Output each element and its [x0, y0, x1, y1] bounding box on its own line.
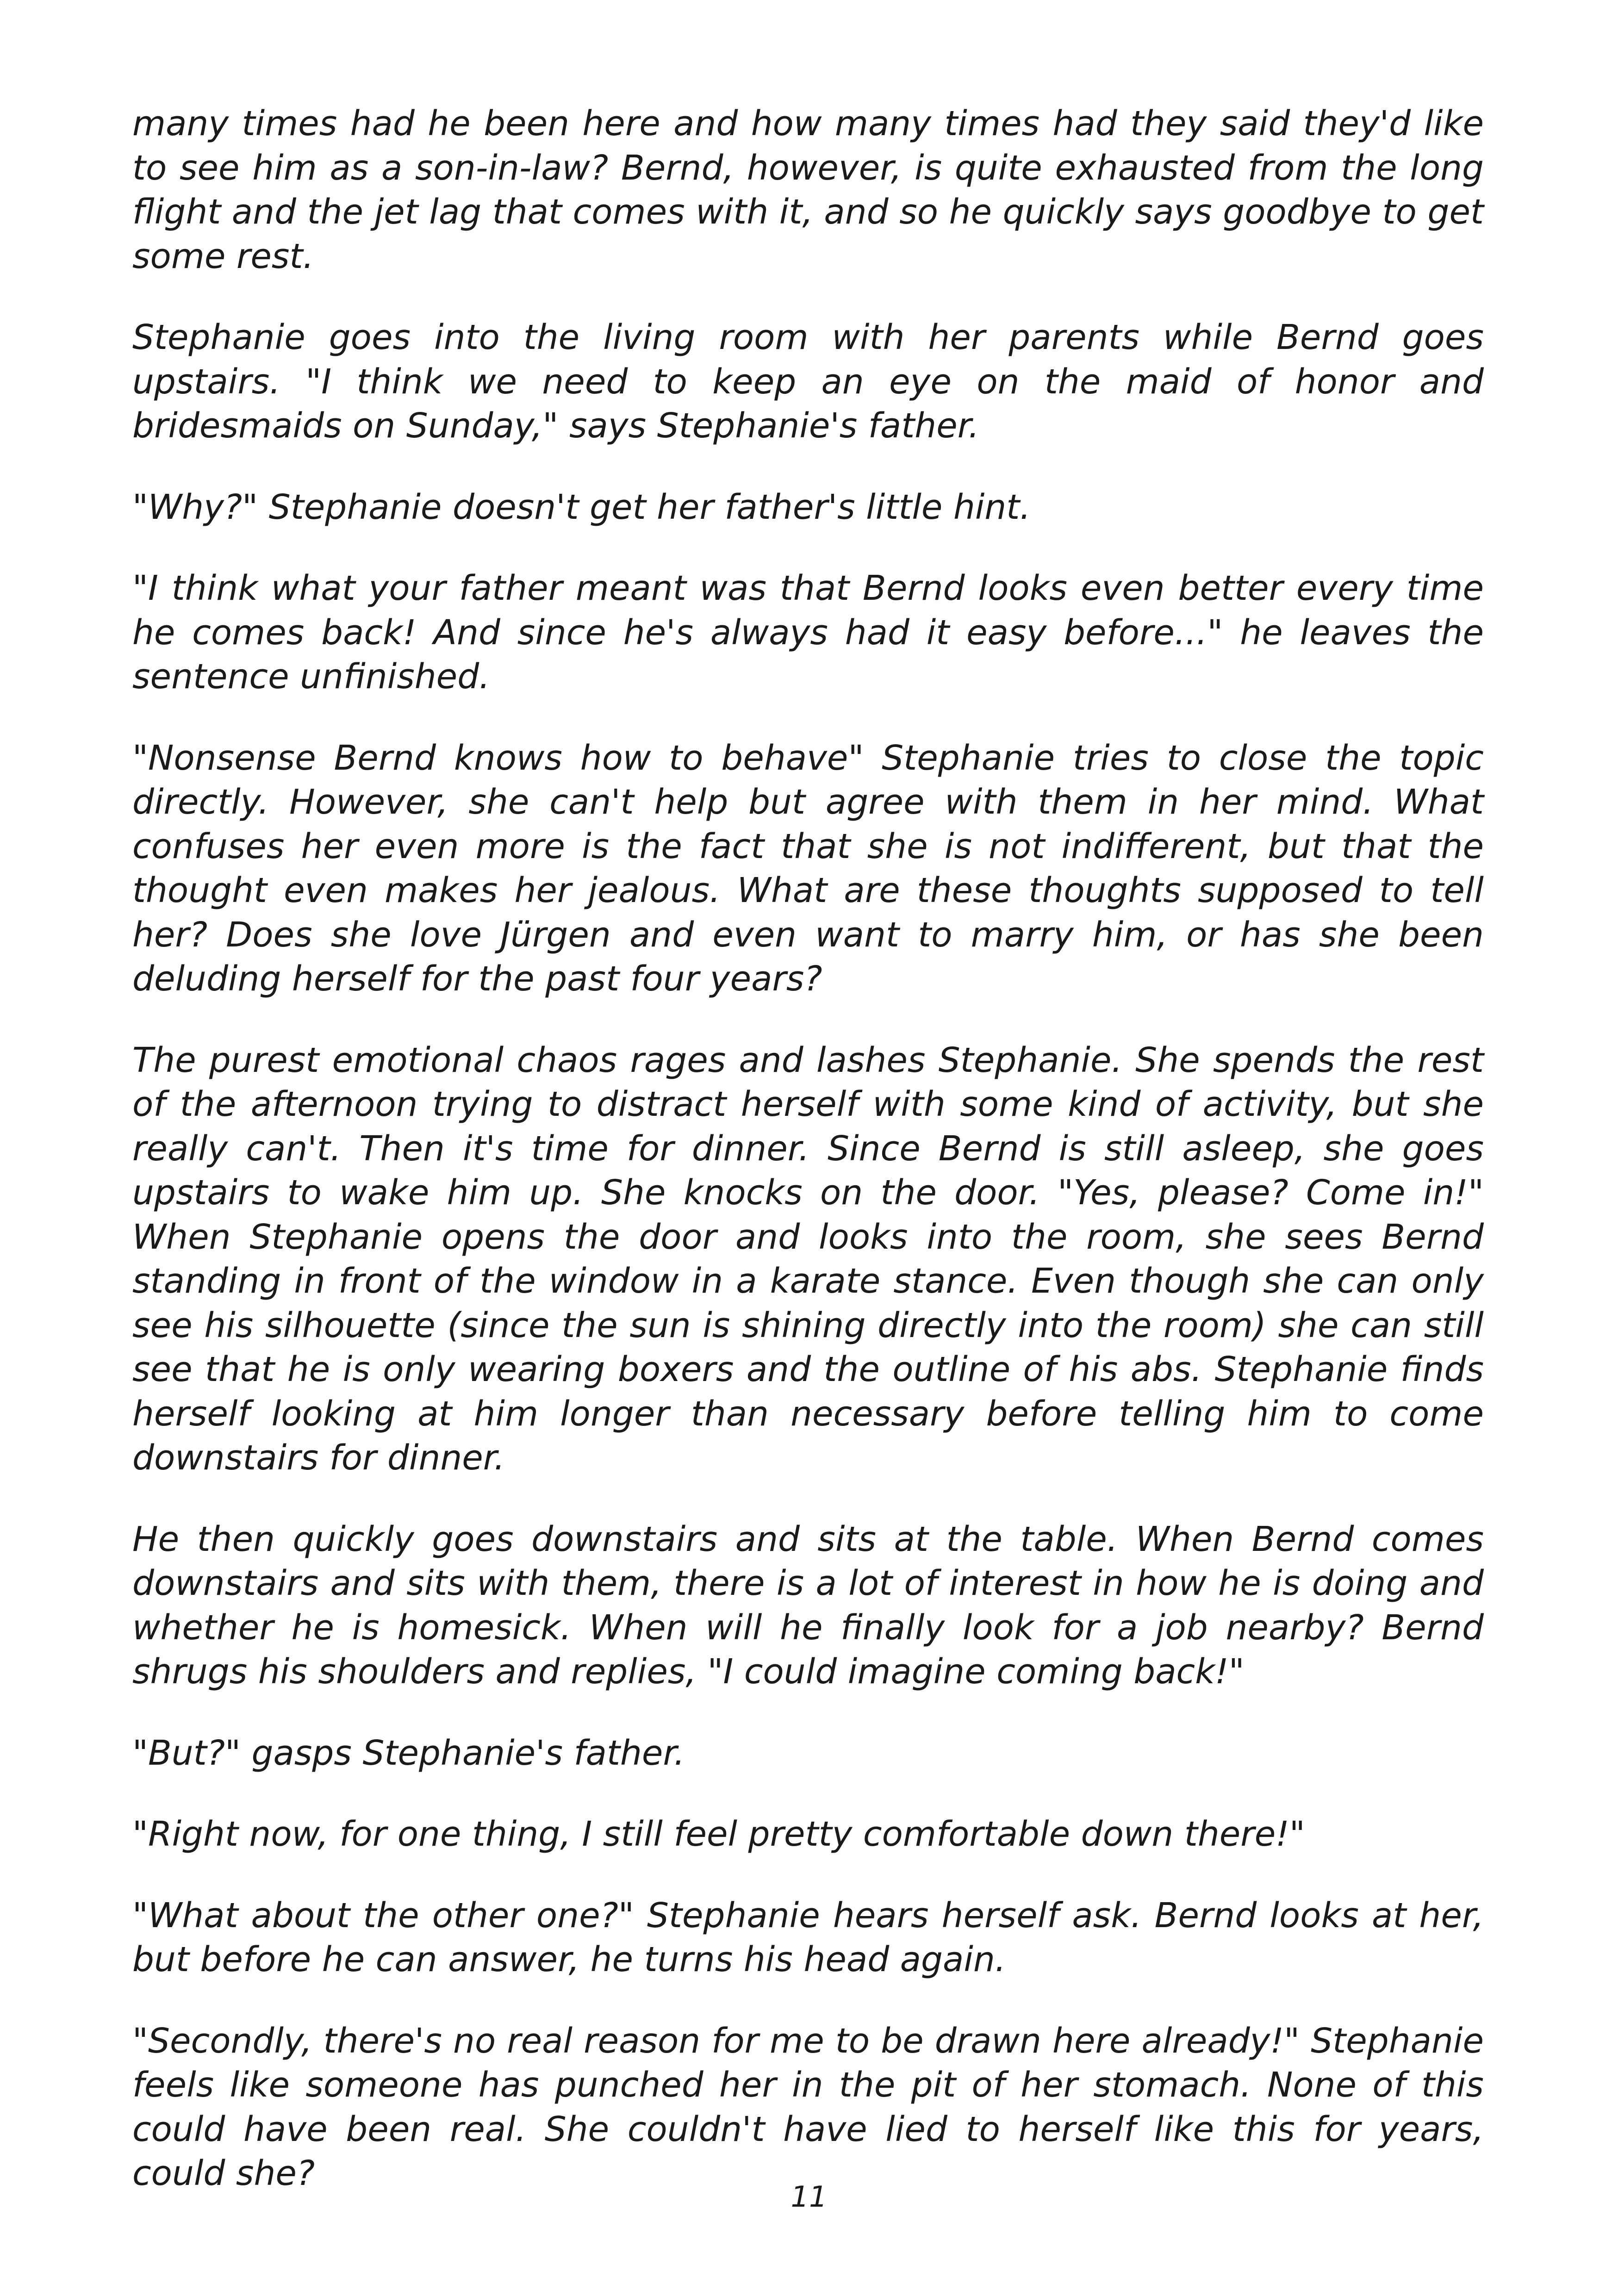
- paragraph-4: "I think what your father meant was that Bernd looks even better every time he comes back! And since he's always had it easy before..." he leaves the sentence unfinished.: [132, 568, 1484, 697]
- paragraph-3: "Why?" Stephanie doesn't get her father's little hint.: [132, 487, 1031, 527]
- paragraph-7: He then quickly goes downstairs and sits at the table. When Bernd comes downstairs and sits with them, there is a lot of interest in how he is doing and whether he is homesick. When will he finally look for a job nearby? Bernd shrugs his shoulders and replies, "I could imagine coming back!": [132, 1519, 1484, 1692]
- paragraph-9: "Right now, for one thing, I still feel pretty comfortable down there!": [132, 1814, 1305, 1854]
- paragraph-8: "But?" gasps Stephanie's father.: [132, 1733, 685, 1773]
- paragraph-10: "What about the other one?" Stephanie hears herself ask. Bernd looks at her, but before he can answer, he turns his head again.: [132, 1895, 1484, 1979]
- paragraph-1: many times had he been here and how many times had they said they'd like to see him as a son-in-law? Bernd, however, is quite exhausted from the long flight and the jet lag that comes with it, and so he quickly says goodbye to get some rest.: [132, 104, 1484, 276]
- paragraph-6: The purest emotional chaos rages and lashes Stephanie. She spends the rest of the afternoon trying to distract herself with some kind of activity, but she really can't. Then it's time for dinner. Since Bernd is still asleep, she goes upstairs to wake him up. She knocks on the door. "Yes, please? Come in!" When Stephanie opens the door and looks into the room, she sees Bernd standing in front of the window in a karate stance. Even though she can only see his silhouette (since the sun is shining directly into the room) she can still see that he is only wearing boxers and the outline of his abs. Stephanie finds herself looking at him longer than necessary before telling him to come downstairs for dinner.: [132, 1040, 1484, 1478]
- paragraph-5: "Nonsense Bernd knows how to behave" Stephanie tries to close the topic directly. However, she can't help but agree with them in her mind. What confuses her even more is the fact that she is not indifferent, but that the thought even makes her jealous. What are these thoughts supposed to tell her? Does she love Jürgen and even want to marry him, or has she been deluding herself for the past four years?: [132, 738, 1484, 999]
- paragraph-2: Stephanie goes into the living room with her parents while Bernd goes upstairs. "I think we need to keep an eye on the maid of honor and bridesmaids on Sunday," says Stephanie's father.: [132, 317, 1484, 446]
- paragraph-11: "Secondly, there's no real reason for me to be drawn here already!" Stephanie feels like someone has punched her in the pit of her stomach. None of this could have been real. She couldn't have lied to herself like this for years, could she?: [132, 2021, 1484, 2193]
- body-text: [132, 102, 1484, 2233]
- page-number: 11: [790, 2180, 828, 2214]
